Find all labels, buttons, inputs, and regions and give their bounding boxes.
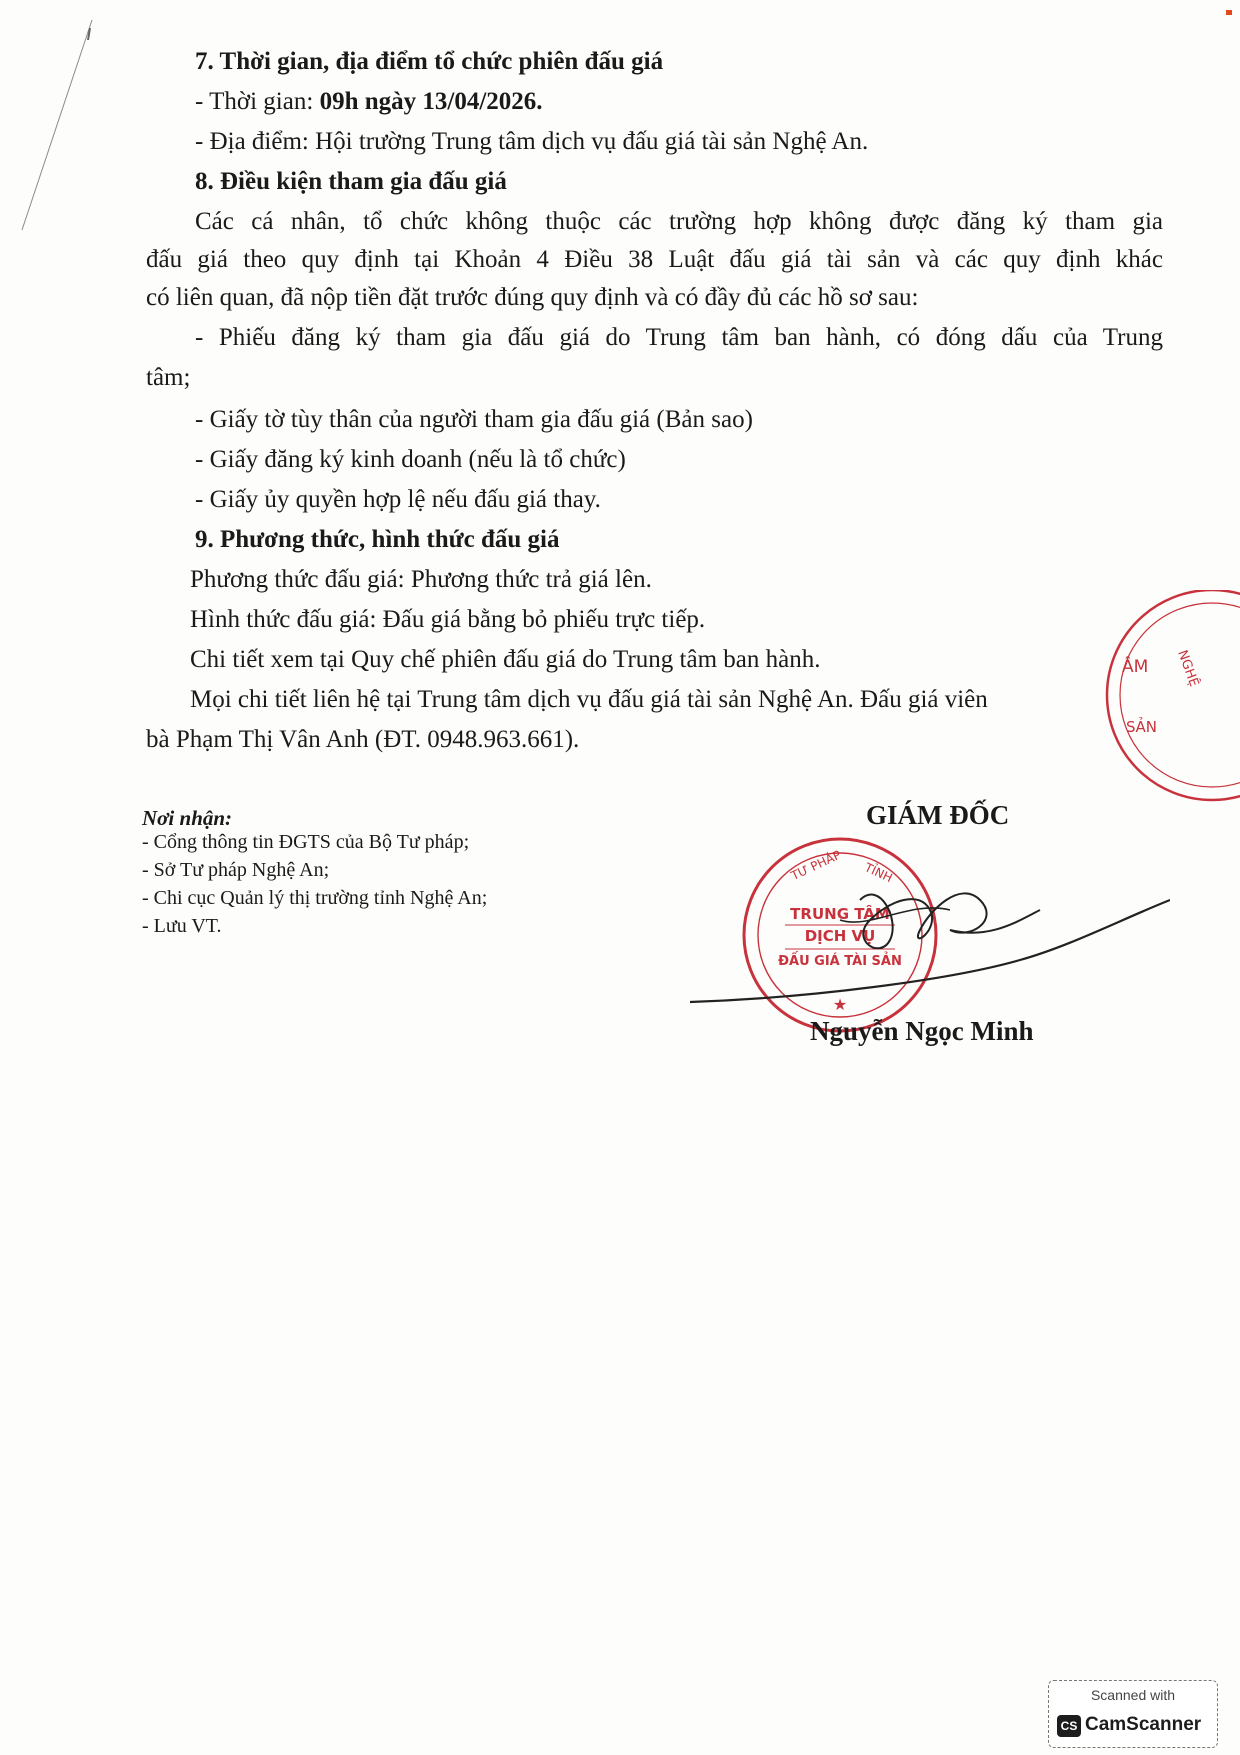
requirement-item: - Giấy tờ tùy thân của người tham gia đấu giá (Bản sao) (195, 406, 753, 433)
margin-stamp-text: SẢN (1126, 718, 1158, 736)
recipient-item: - Chi cục Quản lý thị trường tỉnh Nghệ An; (142, 887, 488, 909)
seal-inner-text: ĐẤU GIÁ TÀI SẢN (778, 954, 902, 969)
section-9-heading: 9. Phương thức, hình thức đấu giá (195, 526, 560, 553)
section-8-para-line: có liên quan, đã nộp tiền đặt trước đúng quy định và có đầy đủ các hồ sơ sau: (146, 284, 919, 311)
section-8-heading: 8. Điều kiện tham gia đấu giá (195, 168, 507, 195)
section-7-heading: 7. Thời gian, địa điểm tổ chức phiên đấu giá (195, 48, 664, 75)
margin-stamp (1100, 590, 1240, 810)
seal-outer-text: TƯ PHÁP (788, 847, 844, 883)
requirement-item: - Giấy ủy quyền hợp lệ nếu đấu giá thay. (195, 486, 601, 513)
seal-inner-text: TRUNG TÂM (790, 905, 890, 923)
auction-form: Hình thức đấu giá: Đấu giá bằng bỏ phiếu trực tiếp. (190, 606, 706, 633)
badge-brand: CamScanner (1085, 1714, 1202, 1735)
section-8-para-line: đấu giá theo quy định tại Khoản 4 Điều 38 Luật đấu giá tài sản và các quy định khác (146, 246, 1163, 273)
recipient-item: - Lưu VT. (142, 915, 222, 937)
camscanner-logo-icon: CS (1057, 1715, 1081, 1737)
camscanner-badge (1048, 1680, 1218, 1748)
auction-method: Phương thức đấu giá: Phương thức trả giá lên. (190, 566, 652, 593)
requirement-item: - Giấy đăng ký kinh doanh (nếu là tổ chức) (195, 446, 626, 473)
seal-inner-text: DỊCH VỤ (804, 927, 876, 945)
signature-title: GIÁM ĐỐC (866, 800, 1010, 830)
badge-caption: Scanned with (1090, 1687, 1176, 1703)
auction-detail: Chi tiết xem tại Quy chế phiên đấu giá do Trung tâm ban hành. (190, 646, 821, 673)
margin-stamp-text: NGHỆ (1174, 648, 1202, 689)
auction-time (195, 86, 543, 118)
seal-outer-text: TỈNH (862, 860, 895, 886)
contact-line: Mọi chi tiết liên hệ tại Trung tâm dịch vụ đấu giá tài sản Nghệ An. Đấu giá viên (190, 686, 988, 713)
scan-corner-mark (1226, 10, 1232, 15)
requirement-item: - Phiếu đăng ký tham gia đấu giá do Trung tâm ban hành, có đóng dấu của Trung (195, 324, 1163, 351)
scan-edge-mark (0, 0, 120, 400)
section-8-para-line: Các cá nhân, tổ chức không thuộc các trường hợp không được đăng ký tham gia (195, 208, 1163, 235)
margin-stamp-text: ÂM (1122, 657, 1149, 677)
time-label: - Thời gian: (195, 88, 320, 115)
contact-line: bà Phạm Thị Vân Anh (ĐT. 0948.963.661). (146, 726, 580, 753)
seal-star-icon: ★ (832, 997, 848, 1014)
recipient-item: - Sở Tư pháp Nghệ An; (142, 859, 330, 881)
recipients-title: Nơi nhận: (142, 806, 233, 830)
signer-name: Nguyễn Ngọc Minh (810, 1016, 1034, 1046)
recipient-item: - Cổng thông tin ĐGTS của Bộ Tư pháp; (142, 831, 470, 853)
handwritten-signature (690, 860, 1170, 1020)
auction-place: - Địa điểm: Hội trường Trung tâm dịch vụ đấu giá tài sản Nghệ An. (195, 128, 869, 155)
time-value: 09h ngày 13/04/2026. (319, 88, 543, 115)
requirement-item-cont: tâm; (146, 364, 191, 391)
